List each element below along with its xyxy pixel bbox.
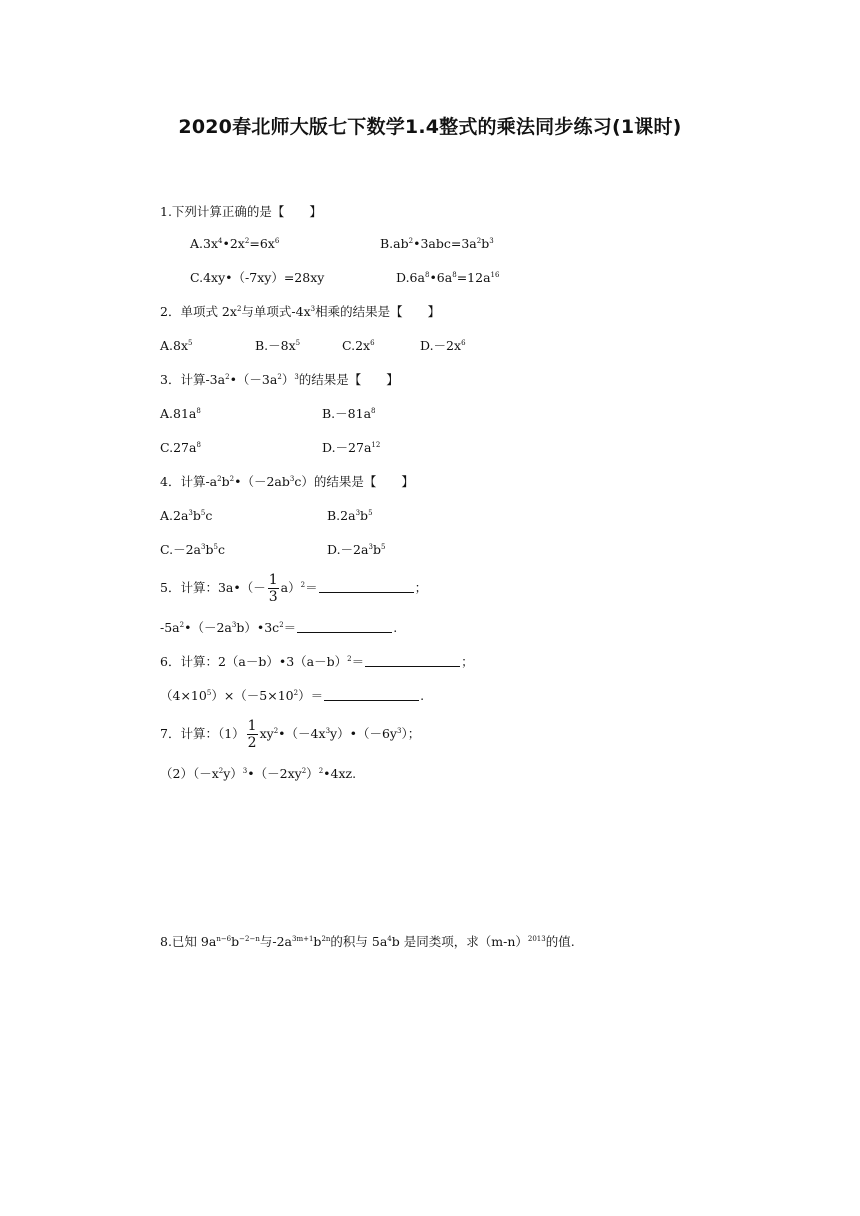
q2-option-c: $C.2x^6$	[342, 338, 375, 353]
q3-option-d: $D.-27a^{12}$	[322, 440, 381, 455]
q4-option-d: $D.-2a^3b^5$	[327, 542, 386, 557]
q3-option-c: $C.27a^8$	[160, 440, 201, 455]
q2-option-b: $B.-8x^5$	[255, 338, 301, 353]
q8-stem: 8.已知 $9a^{n-6}b^{-2-n}$与$-2a^{3m+1}b^{2n}$的积与 $5a^4b$ 是同类项，求$(m-n)^{2013}$的值.	[160, 934, 575, 949]
q1-stem: 1.下列计算正确的是【 】	[160, 204, 322, 219]
q3-option-b: $B.-81a^8$	[322, 406, 376, 421]
answer-blank[interactable]	[297, 620, 392, 633]
fraction: $\frac{1}{2}$	[247, 718, 257, 751]
q2-stem: 2．单项式 $2x^2$与单项式$-4x^3$相乘的结果是【 】	[160, 304, 441, 319]
q1-option-c: C.4xy•（-7xy）=28xy	[190, 270, 325, 285]
q3-option-a: $A.81a^8$	[160, 406, 201, 421]
q1-option-d: $D.6a^8•6a^8=12a^{16}$	[396, 270, 500, 285]
q6-line-1: 6．计算：$2(a-b)•3(a-b)^2=$ ；	[160, 654, 474, 669]
q1-option-a: $A.3x^4•2x^2=6x^6$	[190, 236, 280, 251]
answer-blank[interactable]	[319, 580, 414, 593]
q7-line-2: $(2)(-x^2y)^3•(-2xy^2)^2•4xz$.	[160, 766, 357, 781]
q5-line-2: $-5a^2•(-2a^3b)•3c^2=$ .	[160, 620, 398, 635]
q1-option-b: $B.ab^2•3abc=3a^2b^3$	[380, 236, 494, 251]
q2-option-a: $A.8x^5$	[160, 338, 193, 353]
answer-blank[interactable]	[365, 654, 460, 667]
q7-line-1: 7．计算：（1） $\frac{1}{2}$ $xy^2•(-4x^3y)•(-6y^3)$；	[160, 718, 421, 751]
q3-stem: 3．计算$-3a^2•(-3a^2)^3$的结果是【 】	[160, 372, 399, 387]
q2-option-d: $D.-2x^6$	[420, 338, 466, 353]
q4-option-c: $C.-2a^3b^5c$	[160, 542, 225, 557]
q6-line-2: $(4\times 10^5)\times(-5\times 10^2)=$ .	[160, 688, 425, 703]
q5-line-1: 5．计算：3a•（－ $\frac{1}{3}$ a）$^2$＝ ；	[160, 572, 428, 605]
q4-option-a: $A.2a^3b^5c$	[160, 508, 213, 523]
answer-blank[interactable]	[324, 688, 419, 701]
q4-option-b: $B.2a^3b^5$	[327, 508, 373, 523]
page-title: 2020春北师大版七下数学1.4整式的乘法同步练习(1课时)	[178, 116, 682, 138]
fraction: $\frac{1}{3}$	[268, 572, 278, 605]
q4-stem: 4．计算$-a^2b^2•(-2ab^3c)$的结果是【 】	[160, 474, 414, 489]
